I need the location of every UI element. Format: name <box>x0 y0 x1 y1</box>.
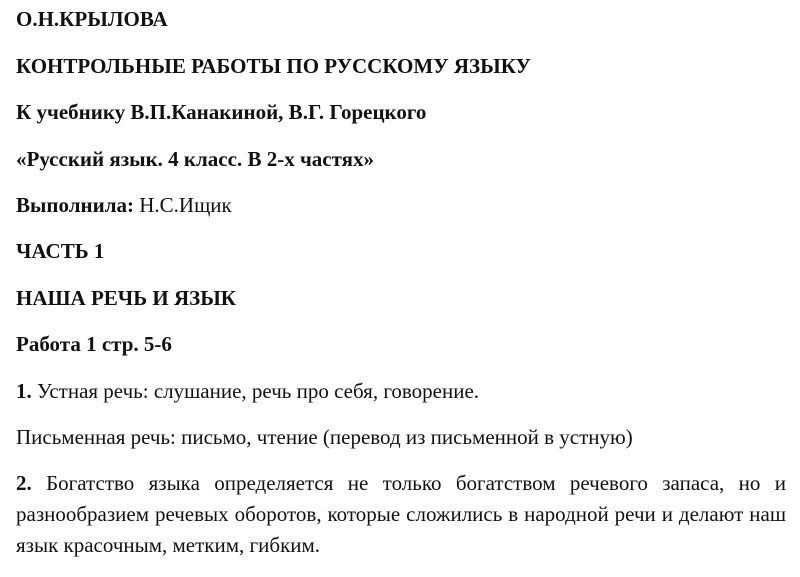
answer-1-continuation <box>16 424 633 450</box>
answer-2-number: 2. <box>16 471 32 495</box>
answer-2-text: Богатство языка определяется не только богатством речевого запаса, но и разнообразием речевых оборотов, которые сложились в народной речи и делают наш язык красочным, метким, гибким. <box>16 471 786 557</box>
author-name: О.Н.КРЫЛОВА <box>16 7 168 31</box>
answer-2 <box>16 468 786 561</box>
answer-1-number: 1. <box>16 379 32 403</box>
document-title: КОНТРОЛЬНЫЕ РАБОТЫ ПО РУССКОМУ ЯЗЫКУ <box>16 54 531 78</box>
performed-by-name: Н.С.Ищик <box>139 193 232 217</box>
work-heading: Работа 1 стр. 5-6 <box>16 332 172 356</box>
answer-1-continuation-text: Письменная речь: письмо, чтение (перевод из письменной в устную) <box>16 425 633 449</box>
textbook-line: К учебнику В.П.Канакиной, В.Г. Горецкого <box>16 100 427 124</box>
textbook-name: «Русский язык. 4 класс. В 2-х частях» <box>16 147 375 171</box>
performed-by-label: Выполнила: <box>16 193 134 217</box>
answer-1-text: Устная речь: слушание, речь про себя, говорение. <box>37 379 480 403</box>
answer-1 <box>16 378 479 404</box>
part-heading: ЧАСТЬ 1 <box>16 239 105 263</box>
performed-by <box>16 192 232 218</box>
section-heading: НАША РЕЧЬ И ЯЗЫК <box>16 286 237 310</box>
